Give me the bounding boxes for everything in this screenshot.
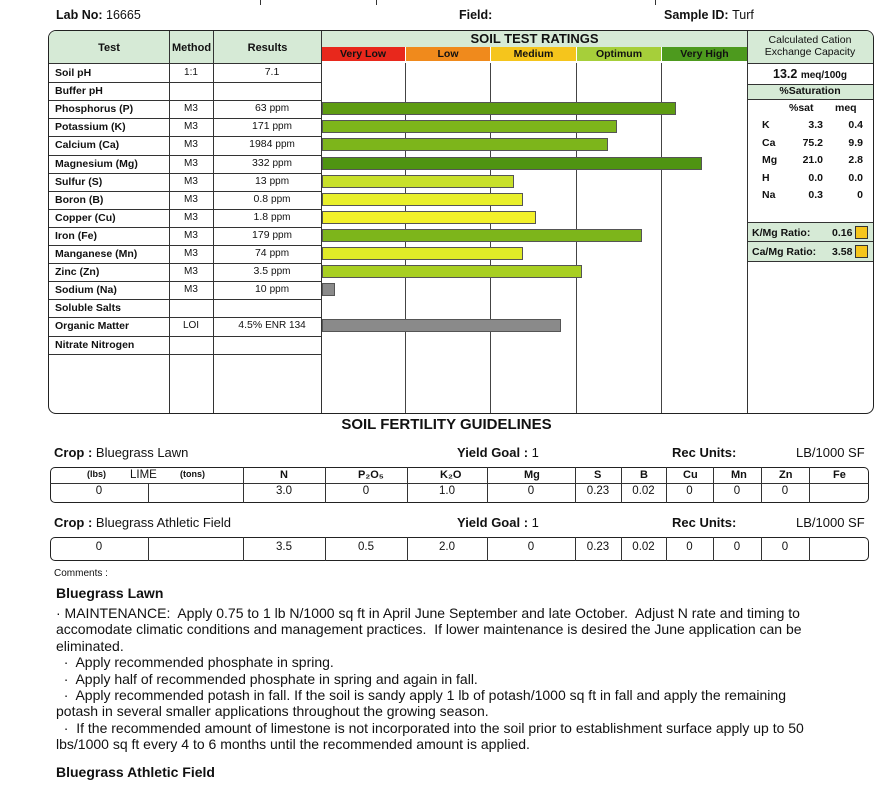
rec-value-mg: 0: [527, 485, 535, 497]
col-method: Method: [171, 42, 212, 54]
cec-value: 13.2 meq/100g: [773, 67, 847, 81]
rec-value-b: 0.02: [632, 485, 655, 497]
camg-ratio-label: Ca/Mg Ratio:: [752, 246, 817, 258]
rec-value-n: 3.0: [276, 485, 292, 497]
test-result: [219, 66, 325, 78]
rec-units-label: Rec Units:: [672, 445, 737, 460]
rec-value-s: 0.23: [586, 541, 610, 553]
col-meq: meq: [835, 102, 857, 114]
test-result: [219, 319, 325, 331]
rec-value-p: 0: [362, 485, 370, 497]
rating-low: Low: [406, 47, 490, 61]
comments-section2-title: Bluegrass Athletic Field: [56, 764, 215, 780]
result-value: 10: [254, 283, 267, 296]
test-name: Manganese (Mn): [55, 248, 138, 260]
rating-bar: [322, 319, 561, 332]
rating-bar: [322, 175, 514, 188]
rating-bar: [322, 157, 702, 170]
rating-bar: [322, 229, 642, 242]
test-result: [219, 102, 325, 114]
test-method: M3: [184, 139, 198, 151]
kmg-ratio-value: 0.16: [832, 227, 853, 239]
rating-very-low: Very Low: [321, 47, 405, 61]
result-value: 63: [254, 102, 267, 115]
result-unit: ENR 134: [265, 320, 306, 332]
rating-bar: [322, 211, 536, 224]
comment-line: · MAINTENANCE: Apply 0.75 to 1 lb N/1000 sq ft in April June September and late October. Adjust N rate and timing to: [56, 605, 800, 621]
rec-value-zn: 0: [781, 541, 789, 553]
camg-ratio-value: 3.58: [832, 246, 853, 258]
saturation-meq: 0.4: [848, 119, 863, 131]
test-result: [219, 265, 325, 277]
saturation-ion: K: [762, 119, 770, 131]
result-value: 1984: [249, 138, 273, 151]
saturation-ion: H: [762, 171, 770, 184]
result-value: 13: [254, 174, 267, 187]
test-name: Soil pH: [55, 67, 92, 79]
test-method: M3: [184, 193, 198, 205]
sample-id: Sample ID: Turf: [664, 8, 754, 22]
yield-goal: Yield Goal : 1: [457, 445, 539, 460]
column-header-zn: Zn: [779, 469, 793, 481]
test-method: M3: [184, 175, 198, 187]
result-unit: ppm: [271, 211, 291, 223]
rec-value-lime_lbs: 0: [95, 485, 103, 497]
result-unit: ppm: [275, 139, 295, 151]
col-test: Test: [98, 42, 120, 54]
test-method: M3: [184, 266, 198, 278]
kmg-ratio-indicator: [855, 226, 868, 239]
rating-medium: Medium: [491, 47, 576, 61]
col-sat: %sat: [789, 102, 814, 114]
test-method: M3: [184, 157, 198, 169]
test-name: Calcium (Ca): [55, 139, 120, 152]
camg-ratio-indicator: [855, 245, 868, 258]
result-unit: ppm: [269, 103, 290, 115]
comment-line: accomodate climatic conditions and management practices. If lower maintenance is desired the June application can be: [56, 621, 802, 638]
test-method: M3: [184, 229, 198, 241]
test-method: M3: [184, 121, 198, 133]
cec-title: Calculated Cation Exchange Capacity: [764, 34, 856, 58]
guidelines-title: SOIL FERTILITY GUIDELINES: [341, 416, 552, 433]
test-name: Sulfur (S): [55, 175, 103, 188]
result-unit: ppm: [271, 266, 291, 278]
rating-bar: [322, 102, 676, 115]
comment-line: potash in several smaller applications throughout the growing season.: [56, 703, 489, 720]
rating-bar: [322, 265, 582, 278]
comment-line: · Apply recommended phosphate in spring.: [56, 654, 334, 671]
rating-very-high: Very High: [662, 47, 747, 61]
column-header-lime: LIME: [130, 469, 157, 481]
comments-label: Comments :: [54, 568, 108, 579]
saturation-ion: Na: [762, 189, 776, 201]
result-unit: ppm: [271, 193, 291, 205]
comment-line: · If the recommended amount of limestone is not incorporated into the soil prior to establishment surface apply up to 50: [56, 719, 804, 736]
column-header-p: P₂O₅: [358, 469, 384, 481]
result-value: 1.8: [253, 210, 269, 223]
column-header-mn: Mn: [731, 469, 747, 481]
saturation-sat: 75.2: [802, 136, 823, 149]
rating-bar: [322, 193, 523, 206]
test-name: Soluble Salts: [55, 302, 121, 315]
comment-line: eliminated.: [56, 637, 124, 654]
result-value: 74: [254, 247, 267, 259]
test-name: Nitrate Nitrogen: [55, 338, 135, 351]
rec-value-p: 0.5: [358, 541, 374, 553]
test-name: Organic Matter: [55, 320, 130, 333]
saturation-sat: 3.3: [808, 119, 823, 131]
column-header-cu: Cu: [683, 469, 698, 481]
rec-value-cu: 0: [686, 485, 693, 497]
soil-test-table: [48, 30, 874, 414]
rec-units-label: Rec Units:: [672, 515, 737, 530]
result-unit: ppm: [272, 121, 292, 133]
result-value: 0.8: [253, 192, 269, 205]
column-header-n: N: [280, 469, 288, 481]
column-header-b: B: [640, 469, 648, 481]
result-unit: ppm: [269, 284, 290, 296]
rec-value-mn: 0: [733, 485, 741, 497]
saturation-ion: Mg: [762, 154, 778, 166]
test-result: [219, 157, 325, 169]
yield-goal: Yield Goal : 1: [457, 515, 539, 530]
result-unit: ppm: [269, 175, 290, 187]
result-value: 7.1: [264, 66, 280, 78]
saturation-sat: 21.0: [802, 154, 823, 166]
rec-value-s: 0.23: [586, 485, 610, 497]
kmg-ratio-label: K/Mg Ratio:: [752, 227, 811, 239]
result-unit: ppm: [272, 229, 292, 241]
column-header-s: S: [594, 469, 602, 481]
rating-optimum: Optimum: [577, 47, 661, 61]
soil-test-ratings-title: SOIL TEST RATINGS: [470, 31, 599, 46]
saturation-meq: 9.9: [848, 136, 863, 149]
test-result: [219, 193, 325, 205]
crop-label: Crop : Bluegrass Lawn: [54, 445, 189, 460]
column-header-lime_lbs: (lbs): [87, 469, 106, 479]
rec-units-value: LB/1000 SF: [796, 515, 865, 530]
rec-units-value: LB/1000 SF: [796, 445, 865, 460]
rating-bar: [322, 283, 335, 296]
test-name: Sodium (Na): [55, 284, 117, 297]
test-name: Iron (Fe): [55, 229, 97, 242]
comment-line: · Apply half of recommended phosphate in spring and again in fall.: [56, 670, 478, 687]
saturation-meq: 2.8: [848, 154, 863, 166]
rec-value-n: 3.5: [276, 541, 292, 553]
saturation-sat: 0.0: [808, 171, 823, 184]
rec-value-k: 2.0: [439, 541, 455, 553]
column-header-fe: Fe: [833, 469, 846, 481]
rec-value-lime_lbs: 0: [95, 541, 103, 553]
crop-label: Crop : Bluegrass Athletic Field: [54, 515, 232, 530]
test-method: LOI: [182, 320, 200, 332]
field-label: Field:: [459, 8, 493, 22]
result-value: 171: [252, 120, 270, 133]
test-result: [219, 175, 325, 187]
rec-value-mg: 0: [527, 541, 535, 553]
column-header-mg: Mg: [524, 469, 540, 481]
comments-section1-title: Bluegrass Lawn: [56, 585, 164, 601]
column-header-lime_tons: (tons): [180, 469, 205, 479]
test-name: Zinc (Zn): [55, 266, 100, 279]
result-value: 179: [252, 228, 270, 241]
result-value: 4.5%: [238, 319, 263, 332]
comment-line: · Apply recommended potash in fall. If the soil is sandy apply 1 lb of potash/1000 sq ft in fall and apply the remaining: [56, 687, 786, 703]
test-result: [219, 211, 325, 223]
test-name: Copper (Cu): [55, 211, 116, 224]
test-method: M3: [184, 211, 198, 223]
test-name: Boron (B): [55, 193, 104, 206]
test-name: Magnesium (Mg): [55, 157, 138, 170]
saturation-label: %Saturation: [779, 85, 841, 97]
rating-bar: [322, 120, 617, 133]
test-result: [219, 138, 325, 150]
rec-value-k: 1.0: [439, 485, 455, 497]
result-unit: ppm: [269, 248, 290, 259]
test-result: [219, 229, 325, 241]
rec-value-cu: 0: [686, 541, 693, 553]
test-name: Buffer pH: [55, 85, 103, 98]
test-method: M3: [184, 103, 198, 115]
result-unit: ppm: [272, 157, 292, 169]
saturation-sat: 0.3: [808, 189, 823, 201]
saturation-meq: 0: [857, 189, 863, 201]
saturation-ion: Ca: [762, 136, 776, 149]
rec-value-mn: 0: [733, 541, 741, 553]
result-value: 3.5: [253, 265, 269, 278]
test-method: M3: [184, 248, 198, 259]
test-result: [219, 283, 325, 295]
saturation-meq: 0.0: [848, 171, 863, 184]
rec-value-zn: 0: [781, 485, 789, 497]
rec-value-b: 0.02: [632, 541, 655, 553]
rating-bar: [322, 247, 523, 260]
test-method: 1:1: [184, 67, 198, 78]
lab-number: Lab No: 16665: [56, 8, 141, 22]
test-result: [219, 247, 325, 259]
test-name: Potassium (K): [55, 121, 126, 134]
result-value: 332: [252, 156, 270, 169]
test-method: M3: [184, 284, 198, 296]
col-results: Results: [247, 42, 288, 54]
test-name: Phosphorus (P): [55, 103, 134, 116]
rating-bar: [322, 138, 608, 151]
test-result: [219, 120, 325, 132]
comment-line: lbs/1000 sq ft every 4 to 6 months until the recommended amount is applied.: [56, 736, 530, 753]
column-header-k: K₂O: [440, 469, 462, 481]
